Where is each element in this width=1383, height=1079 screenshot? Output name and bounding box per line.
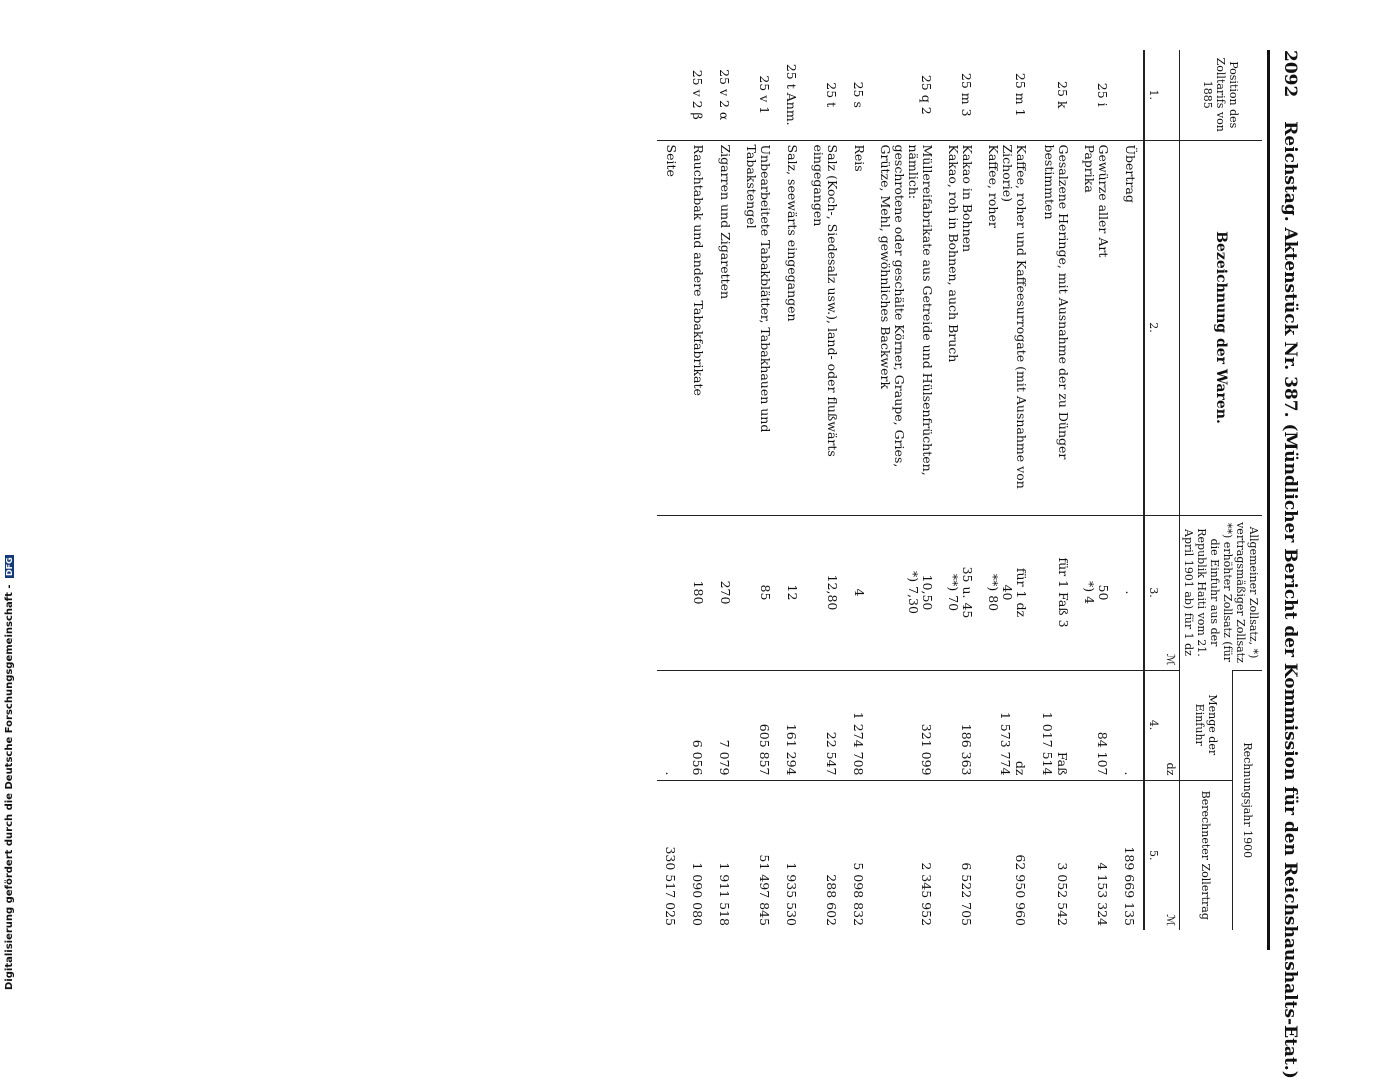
row-description: Gesalzene Heringe, mit Ausnahme der zu Dünger bestimmten — [1034, 140, 1076, 515]
credit-text: Digitalisierung gefördert durch die Deutsche Forschungsgemeinschaft - — [4, 584, 15, 990]
row-description: Salz, seewärts eingegangen — [778, 140, 805, 515]
row-position: 25 q 2 — [919, 74, 934, 115]
row-quantity: . — [1116, 670, 1144, 780]
row-description: Reis — [845, 140, 872, 515]
col-header-year: Rechnungsjahr 1900 — [1232, 670, 1262, 930]
row-position: 25 t Anm. — [784, 63, 799, 126]
row-position: 25 m 3 — [959, 72, 974, 117]
row-duty: 6 522 705 — [940, 780, 980, 930]
row-duty: 3 052 542 — [1034, 780, 1076, 930]
row-rate — [657, 515, 684, 670]
col-number-2: 2. — [1144, 140, 1162, 515]
table-row — [711, 50, 738, 930]
col-header-position: Position des Zolltarifs von 1885 — [1180, 50, 1263, 140]
row-rate: für 1 Faß 3 — [1034, 515, 1076, 670]
row-quantity: 161 294 — [778, 670, 805, 780]
row-rate: 50 *) 4 — [1076, 515, 1116, 670]
row-duty: 1 911 518 — [711, 780, 738, 930]
row-rate: 12 — [778, 515, 805, 670]
col-number-5: 5. — [1144, 780, 1162, 930]
col-header-rate: Allgemeiner Zollsatz, *) vertragsmäßiger Zollsatz **) erhöhter Zollsatz (für die Einfuhr aus der Republik Haiti vom 21. April 1901 ab) für 1 dz — [1180, 515, 1263, 670]
row-description: Müllereifabrikate aus Getreide und Hülsenfrüchten, nämlich: geschrotene oder geschälte Körner, Graupe, Gries, Grütze, Mehl, gewöhnliches Backwerk — [872, 140, 940, 515]
row-duty: 62 950 960 — [980, 780, 1034, 930]
row-duty: 1 935 530 — [778, 780, 805, 930]
table-row — [940, 50, 980, 930]
row-description: Rauchtabak und andere Tabakfabrikate — [684, 140, 711, 515]
unit-duty: ℳ — [1162, 780, 1180, 930]
row-quantity: 7 079 — [711, 670, 738, 780]
row-description: Kakao in Bohnen Kakao, roh in Bohnen, auch Bruch — [940, 140, 980, 515]
table-row — [980, 50, 1034, 930]
page-title: Reichstag. Aktenstück Nr. 387. (Mündlicher Bericht der Kommission für den Reichshaushalts-Etat.) — [1280, 121, 1300, 1079]
col-header-quantity: Menge der Einfuhr — [1180, 670, 1233, 780]
row-rate: 270 — [711, 515, 738, 670]
unit-rate: ℳ — [1162, 515, 1180, 670]
table-body — [657, 50, 1144, 930]
table-row — [778, 50, 805, 930]
row-quantity: 84 107 — [1076, 670, 1116, 780]
col-number-1: 1. — [1144, 50, 1162, 140]
row-position: 25 v 1 — [757, 75, 772, 115]
rotated-content — [0, 50, 1300, 1079]
row-position: 25 s — [851, 81, 866, 108]
row-description: Kaffee, roher und Kaffeesurrogate (mit Ausnahme von Zichorie) Kaffee, roher — [980, 140, 1034, 515]
table-row — [1116, 50, 1144, 930]
row-duty: 5 098 832 — [845, 780, 872, 930]
table-row — [738, 50, 778, 930]
table-row — [684, 50, 711, 930]
row-description: Zigarren und Zigaretten — [711, 140, 738, 515]
row-quantity: 1 274 708 — [845, 670, 872, 780]
row-position: 25 m 1 — [1013, 72, 1028, 117]
row-rate: . — [1116, 515, 1144, 670]
col-number-4: 4. — [1144, 670, 1162, 780]
customs-table — [657, 50, 1262, 930]
row-duty: 189 669 135 — [1116, 780, 1144, 930]
col-number-3: 3. — [1144, 515, 1162, 670]
col-header-duty: Berechneter Zollertrag — [1180, 780, 1233, 930]
row-position — [657, 50, 684, 140]
row-quantity: 6 056 — [684, 670, 711, 780]
page-number: 2092 — [1280, 50, 1300, 98]
row-position: 25 t — [824, 82, 839, 108]
table-row — [845, 50, 872, 930]
row-rate: 35 u. 45 **) 70 — [940, 515, 980, 670]
row-duty: 2 345 952 — [872, 780, 940, 930]
table-row — [1034, 50, 1076, 930]
unit-quantity: dz — [1162, 670, 1180, 780]
row-rate: 4 — [845, 515, 872, 670]
row-duty: 288 602 — [805, 780, 845, 930]
row-description: Übertrag — [1116, 140, 1144, 515]
row-rate: 10,50 *) 7,30 — [872, 515, 940, 670]
digitization-credit — [4, 430, 15, 990]
row-duty: 1 090 080 — [684, 780, 711, 930]
row-rate: 85 — [738, 515, 778, 670]
row-quantity: Faß 1 017 514 — [1034, 670, 1076, 780]
row-description: Gewürze aller Art Paprika — [1076, 140, 1116, 515]
table-row — [657, 50, 684, 930]
table-row — [1076, 50, 1116, 930]
row-quantity: dz 1 573 774 — [980, 670, 1034, 780]
row-duty: 51 497 845 — [738, 780, 778, 930]
row-position: 25 k — [1055, 81, 1070, 109]
row-description: Seite — [657, 140, 684, 515]
col-header-description: Bezeichnung der Waren. — [1180, 140, 1263, 515]
page-header — [1274, 50, 1300, 1079]
row-description: Salz (Koch-, Siedesalz usw.), land- oder flußwärts eingegangen — [805, 140, 845, 515]
row-quantity: 186 363 — [940, 670, 980, 780]
row-quantity: 22 547 — [805, 670, 845, 780]
row-rate: 180 — [684, 515, 711, 670]
row-quantity: . — [657, 670, 684, 780]
table-row — [805, 50, 845, 930]
row-rate: 12,80 — [805, 515, 845, 670]
row-duty: 330 517 025 — [657, 780, 684, 930]
table-row — [872, 50, 940, 930]
row-quantity: 605 857 — [738, 670, 778, 780]
row-position — [1116, 50, 1144, 140]
dfg-logo: DFG — [5, 557, 14, 576]
row-quantity: 321 099 — [872, 670, 940, 780]
row-description: Unbearbeitete Tabakblätter, Tabakhauen und Tabakstengel — [738, 140, 778, 515]
row-position: 25 v 2 β — [690, 69, 705, 120]
row-position: 25 i — [1095, 82, 1110, 107]
header-rule — [1267, 50, 1270, 950]
row-position: 25 v 2 α — [717, 69, 732, 121]
row-duty: 4 153 324 — [1076, 780, 1116, 930]
row-rate: für 1 dz 40 **) 80 — [980, 515, 1034, 670]
